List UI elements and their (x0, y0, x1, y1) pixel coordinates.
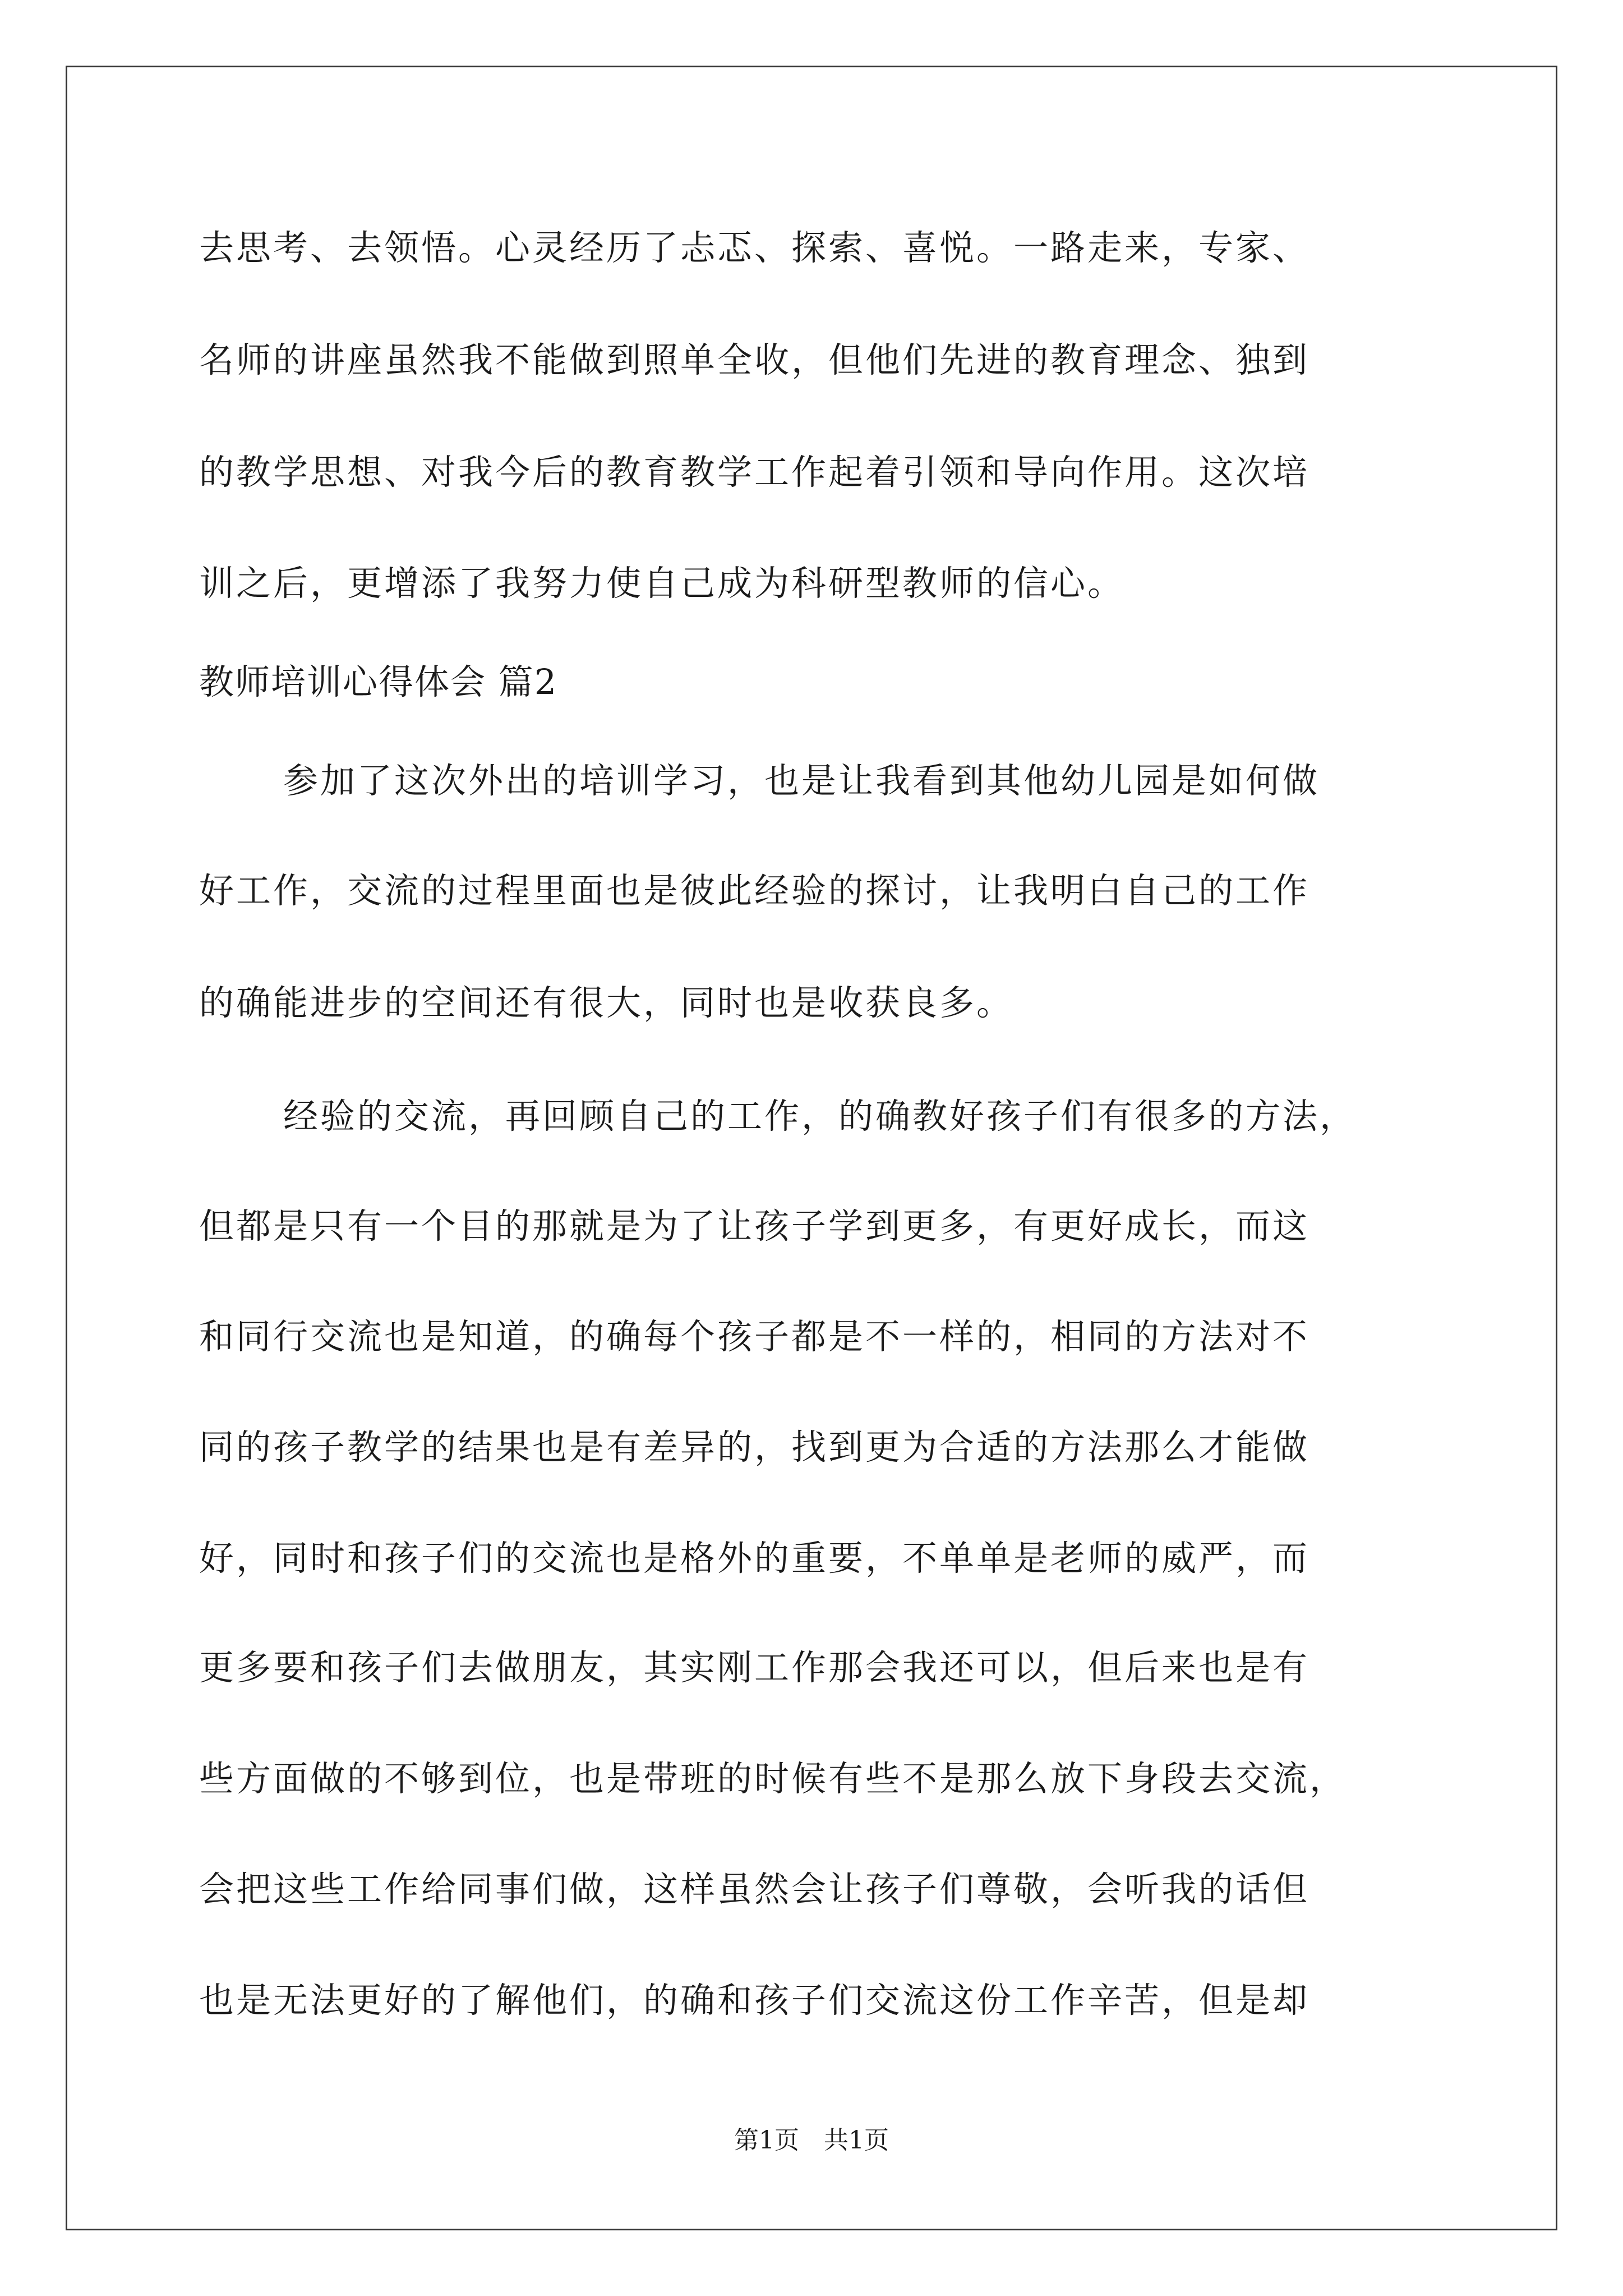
body-text-line: 好，同时和孩子们的交流也是格外的重要，不单单是老师的威严，而 (199, 1538, 1310, 1579)
body-text-line: 但都是只有一个目的那就是为了让孩子学到更多，有更好成长，而这 (199, 1205, 1310, 1246)
body-text-line: 名师的讲座虽然我不能做到照单全收，但他们先进的教育理念、独到 (199, 339, 1310, 380)
body-text-line: 些方面做的不够到位，也是带班的时候有些不是那么放下身段去交流， (199, 1758, 1347, 1799)
body-text-line: 会把这些工作给同事们做，这样虽然会让孩子们尊敬，会听我的话但 (199, 1869, 1310, 1910)
page-footer: 第1页 共1页 (734, 2126, 889, 2155)
body-text-line: 去思考、去领悟。心灵经历了忐忑、探索、喜悦。一路走来，专家、 (199, 227, 1310, 268)
body-text-line: 的确能进步的空间还有很大，同时也是收获良多。 (199, 982, 1014, 1023)
paragraph-first-line: 参加了这次外出的培训学习，也是让我看到其他幼儿园是如何做 (283, 760, 1320, 801)
body-text-line: 同的孩子教学的结果也是有差异的，找到更为合适的方法那么才能做 (199, 1427, 1310, 1467)
paragraph-first-line: 经验的交流，再回顾自己的工作，的确教好孩子们有很多的方法， (283, 1096, 1357, 1137)
body-text-line: 和同行交流也是知道，的确每个孩子都是不一样的，相同的方法对不 (199, 1316, 1310, 1357)
body-text-line: 好工作，交流的过程里面也是彼此经验的探讨，让我明白自己的工作 (199, 870, 1310, 911)
body-text-line: 的教学思想、对我今后的教育教学工作起着引领和导向作用。这次培 (199, 452, 1310, 493)
body-text-line: 也是无法更好的了解他们，的确和孩子们交流这份工作辛苦，但是却 (199, 1980, 1310, 2021)
body-text-line: 更多要和孩子们去做朋友，其实刚工作那会我还可以，但后来也是有 (199, 1647, 1310, 1688)
section-heading: 教师培训心得体会 篇2 (199, 661, 558, 702)
body-text-line: 训之后，更增添了我努力使自己成为科研型教师的信心。 (199, 563, 1125, 604)
